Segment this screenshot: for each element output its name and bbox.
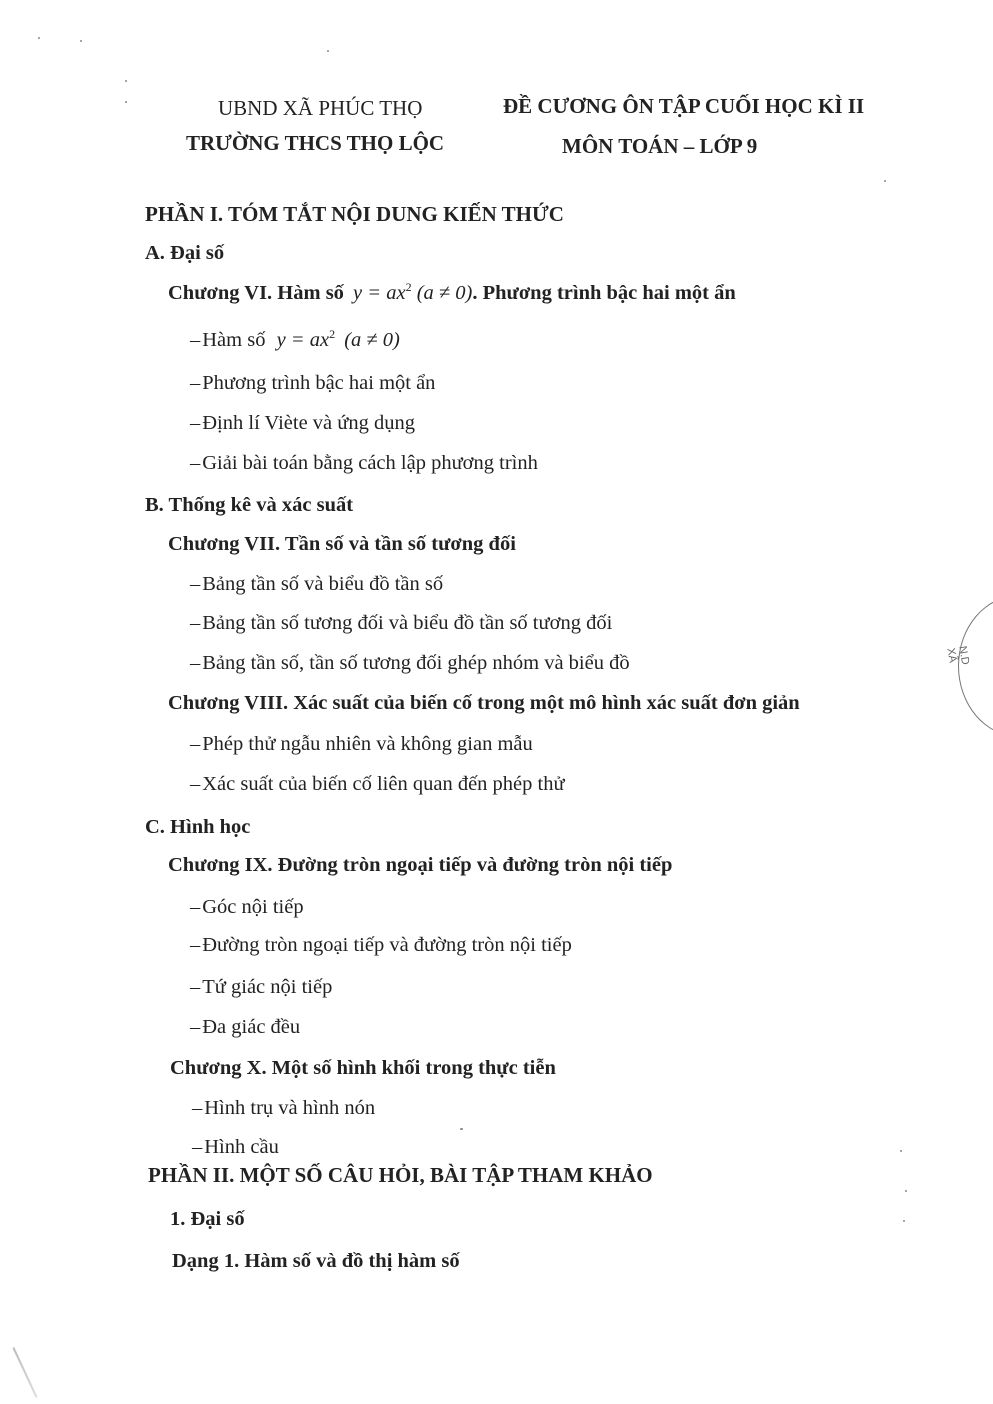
header-left-line1: UBND XÃ PHÚC THỌ xyxy=(218,96,423,120)
chapter6-title xyxy=(168,280,736,305)
chapter8-title: Chương VIII. Xác suất của biến cố trong một mô hình xác suất đơn giản xyxy=(168,692,800,714)
scan-speck xyxy=(460,1128,463,1130)
chapter9-title: Chương IX. Đường tròn ngoại tiếp và đường tròn nội tiếp xyxy=(168,854,673,876)
ch6-item-4: –Giải bài toán bằng cách lập phương trình xyxy=(190,452,538,474)
stamp-text: N.D XÃ xyxy=(944,645,972,666)
ch9-item-3: –Tứ giác nội tiếp xyxy=(190,976,333,998)
dash: – xyxy=(190,329,201,351)
ch8-item-1: –Phép thử ngẫu nhiên và không gian mẫu xyxy=(190,733,533,755)
ch9-item-4: –Đa giác đều xyxy=(190,1016,301,1038)
ch6-item-2: –Phương trình bậc hai một ẩn xyxy=(190,372,436,394)
scan-speck xyxy=(903,1220,905,1222)
scan-speck xyxy=(900,1150,902,1152)
ch6-item-1-text: Hàm số xyxy=(202,329,266,351)
chapter6-prefix: Chương VI. Hàm số xyxy=(168,282,344,304)
header-right-line2: MÔN TOÁN – LỚP 9 xyxy=(562,134,758,158)
ch10-item-1: –Hình trụ và hình nón xyxy=(192,1097,376,1119)
part2-type1: Dạng 1. Hàm số và đồ thị hàm số xyxy=(172,1250,460,1272)
ch7-item-3: –Bảng tần số, tần số tương đối ghép nhóm và biểu đồ xyxy=(190,652,630,674)
chapter6-condition: (a ≠ 0) xyxy=(416,282,473,304)
ch6-item-1 xyxy=(190,327,400,352)
scan-speck xyxy=(884,180,886,182)
part2-title: PHẦN II. MỘT SỐ CÂU HỎI, BÀI TẬP THAM KHẢO xyxy=(148,1163,653,1187)
ch7-item-1: –Bảng tần số và biểu đồ tần số xyxy=(190,573,444,595)
header-right-line1: ĐỀ CƯƠNG ÔN TẬP CUỐI HỌC KÌ II xyxy=(503,94,865,118)
ch6-item-3: –Định lí Viète và ứng dụng xyxy=(190,412,416,434)
scan-edge-mark xyxy=(12,1347,37,1398)
chapter6-suffix: . Phương trình bậc hai một ẩn xyxy=(472,282,736,304)
chapter7-title: Chương VII. Tần số và tần số tương đối xyxy=(168,533,516,555)
scan-speck xyxy=(38,37,40,39)
section-a-title: A. Đại số xyxy=(145,242,225,264)
scan-speck xyxy=(905,1190,907,1192)
chapter10-title: Chương X. Một số hình khối trong thực tiễn xyxy=(170,1057,556,1079)
section-c-title: C. Hình học xyxy=(145,816,251,838)
ch8-item-2: –Xác suất của biến cố liên quan đến phép thử xyxy=(190,773,565,795)
ch6-item-1-formula: $y = ax^2$ xyxy=(276,327,336,351)
part2-section1: 1. Đại số xyxy=(170,1208,245,1230)
scan-speck xyxy=(327,50,329,52)
section-b-title: B. Thống kê và xác suất xyxy=(145,494,354,516)
scan-speck xyxy=(80,40,82,42)
header-left-line2: TRƯỜNG THCS THỌ LỘC xyxy=(186,131,445,155)
scan-speck xyxy=(125,101,127,103)
part1-title: PHẦN I. TÓM TẮT NỘI DUNG KIẾN THỨC xyxy=(145,202,564,226)
chapter6-formula: $y = ax^2$ xyxy=(353,280,412,304)
ch9-item-2: –Đường tròn ngoại tiếp và đường tròn nội tiếp xyxy=(190,934,572,956)
ch7-item-2: –Bảng tần số tương đối và biểu đồ tần số tương đối xyxy=(190,612,613,634)
ch10-item-2: –Hình cầu xyxy=(192,1136,279,1158)
scan-speck xyxy=(125,80,127,82)
ch9-item-1: –Góc nội tiếp xyxy=(190,896,304,918)
ch6-item-1-condition: (a ≠ 0) xyxy=(344,329,400,351)
